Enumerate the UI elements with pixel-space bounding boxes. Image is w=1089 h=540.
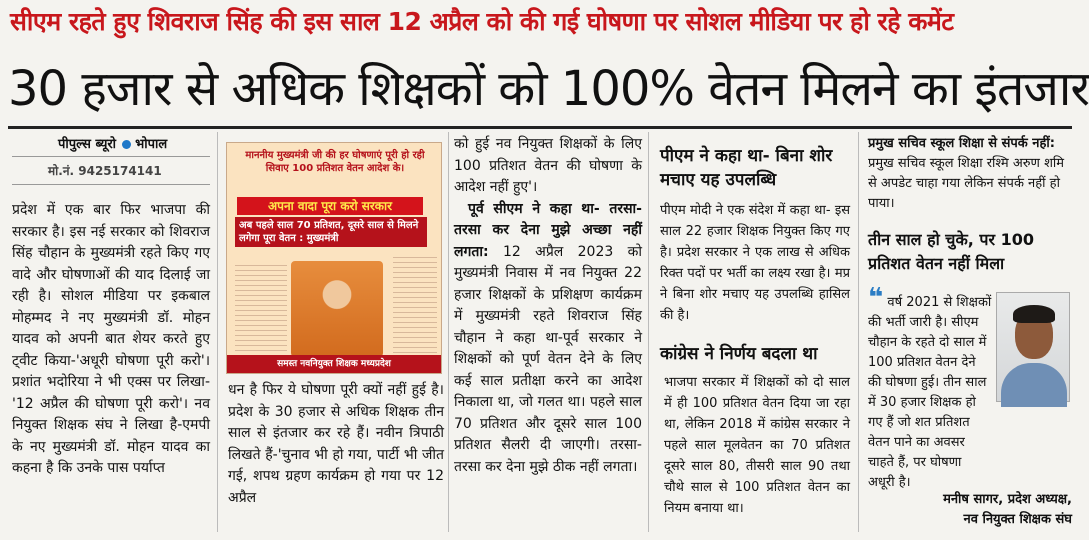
col5-lead: प्रमुख सचिव स्कूल शिक्षा से संपर्क नहीं:	[868, 136, 1055, 151]
bureau-name: पीपुल्स ब्यूरो	[58, 137, 117, 152]
column-1	[12, 200, 210, 532]
col4-block-2	[664, 372, 850, 532]
poster-footer: समस्त नवनियुक्त शिक्षक मध्यप्रदेश	[227, 355, 441, 373]
byline-place: भोपाल	[135, 137, 168, 152]
byline-rule-bottom	[12, 184, 210, 185]
mobile-number: मो.नं. 9425174141	[48, 164, 162, 178]
byline-rule	[12, 156, 210, 157]
column-divider	[217, 132, 218, 532]
teacher-photo	[996, 292, 1070, 402]
signature-org: नव नियुक्त शिक्षक संघ	[963, 512, 1072, 527]
poster-band: अपना वादा पूरा करो सरकार	[237, 197, 423, 215]
col5-lead-body: प्रमुख सचिव स्कूल शिक्षा रश्मि अरुण शमि से अपडेट चाहा गया लेकिन संपर्क नहीं हो पाया।	[868, 156, 1065, 211]
col5-signature	[868, 490, 1072, 534]
col5-heading: तीन साल हो चुके, पर 100 प्रतिशत वेतन नहीं मिला	[868, 230, 1035, 273]
column-3	[454, 134, 642, 532]
bullet-dot-icon	[122, 140, 131, 149]
col3-top-text: को हुई नव नियुक्त शिक्षकों के लिए 100 प्रतिशत वेतन की घोषणा के आदेश नहीं हुए'।	[454, 136, 642, 195]
col4-body-1: पीएम मोदी ने एक संदेश में कहा था- इस साल 22 हजार शिक्षक नियुक्त किए गए है। प्रदेश सरकार ने एक लाख से अधिक रिक्त पदों पर भर्ती का लक्ष्य रखा है। मप्र ने बिना शोर मचाए यह उपलब्धि हासिल की है।	[660, 203, 850, 323]
col1-text: प्रदेश में एक बार फिर भाजपा की सरकार है। इस नई सरकार को शिवराज सिंह चौहान के मुख्यमंत्री रहते किए गए वादे और घोषणाओं की याद दिलाई जा रही है। सोशल मीडिया पर इकबाल मोहम्मद ने नए मुख्यमंत्री डॉ. मोहन यादव को अपनी बात शेयर करते हुए ट्वीट किया-'अधूरी घोषणा पूरी करो'। प्रशांत भदोरिया ने भी एक्स पर लिखा-'12 अप्रैल की घोषणा पूरी करो'। नव नियुक्त शिक्षक संघ ने लिखा है-एमपी के नए मुख्यमंत्री डॉ. मोहन यादव का कहना है कि उनके पास पर्याप्त	[12, 202, 210, 476]
col3-body: 12 अप्रैल 2023 को मुख्यमंत्री निवास में नव नियुक्त 22 हजार शिक्षकों के प्रशिक्षण कार्यक्रम में मुख्यमंत्री रहते शिवराज सिंह चौहान ने कहा था-पूर्व सरकार ने शिक्षकों को पूर्ण वेतन देने के लिए कई साल प्रतीक्षा करने का आदेश निकाला था, जो गलत था। पहले साल 70 प्रतिशत और दूसरे साल 100 प्रतिशत सैलरी दी जाएगी। तरसा-तरसा कर देना मुझे ठीक नहीं लगता।	[454, 243, 642, 475]
main-headline: 30 हजार से अधिक शिक्षकों को 100% वेतन मिलने का इंतजार	[8, 61, 1089, 117]
kicker-headline: सीएम रहते हुए शिवराज सिंह की इस साल 12 अप्रैल को की गई घोषणा पर सोशल मीडिया पर हो रहे कमेंट	[10, 7, 954, 36]
quote-icon: ❝	[868, 283, 884, 313]
col4-body-2: भाजपा सरकार में शिक्षकों को दो साल में ही 100 प्रतिशत वेतन दिया जा रहा था, लेकिन 2018 में कांग्रेस सरकार ने पहले साल मूलवेतन का 70 प्रतिशत दूसरे साल 80, तीसरी साल 90 तथा चौथे साल से 100 प्रतिशत वेतन का नियम बनाया था।	[664, 375, 850, 516]
poster-side-text	[393, 253, 437, 363]
poster-text-block	[235, 261, 287, 361]
poster-photo	[291, 261, 383, 357]
protest-poster	[226, 142, 442, 374]
poster-mid-text: अब पहले साल 70 प्रतिशत, दूसरे साल से मिलने लगेगा पूरा वेतन : मुख्यमंत्री	[235, 217, 427, 247]
column-2	[228, 380, 444, 532]
signature-name: मनीष सागर, प्रदेश अध्यक्ष,	[943, 492, 1072, 507]
col4-heading-2: कांग्रेस ने निर्णय बदला था	[660, 344, 818, 364]
col4-block-1	[660, 200, 850, 336]
col3-subhead: पूर्व सीएम ने कहा था- तरसा-तरसा कर देना मुझे अच्छा नहीं लगता:	[454, 200, 642, 260]
poster-top-text: माननीय मुख्यमंत्री जी की हर घोषणाएं पूरी हो रही सिवाए 100 प्रतिशत वेतन आदेश के।	[245, 150, 425, 174]
col5-quote: वर्ष 2021 से शिक्षकों की भर्ती जारी है। सीएम चौहान के रहते दो साल में 100 प्रतिशत वेतन देने की घोषणा हुई। तीन साल में 30 हजार शिक्षक हो गए हैं जो शत प्रतिशत वेतन पाने का अवसर चाहते हैं, पर घोषणा अधूरी है।	[868, 295, 992, 490]
column-divider	[858, 132, 859, 532]
byline	[58, 134, 167, 152]
headline-rule	[8, 126, 1072, 129]
col5-lead-block	[868, 134, 1072, 220]
col2-text: धन है फिर ये घोषणा पूरी क्यों नहीं हुई है। प्रदेश के 30 हजार से अधिक शिक्षक तीन साल से इंतजार कर रहे हैं। नवीन त्रिपाठी लिखते हैं-'चुनाव भी हो गया, पार्टी भी जीत गई, शपथ ग्रहण कार्यक्रम हो गया पर 12 अप्रैल	[228, 382, 444, 506]
col4-heading-1: पीएम ने कहा था- बिना शोर मचाए यह उपलब्धि	[660, 146, 833, 190]
column-divider	[648, 132, 649, 532]
col5-quote-block	[868, 283, 992, 490]
column-divider	[448, 132, 449, 532]
